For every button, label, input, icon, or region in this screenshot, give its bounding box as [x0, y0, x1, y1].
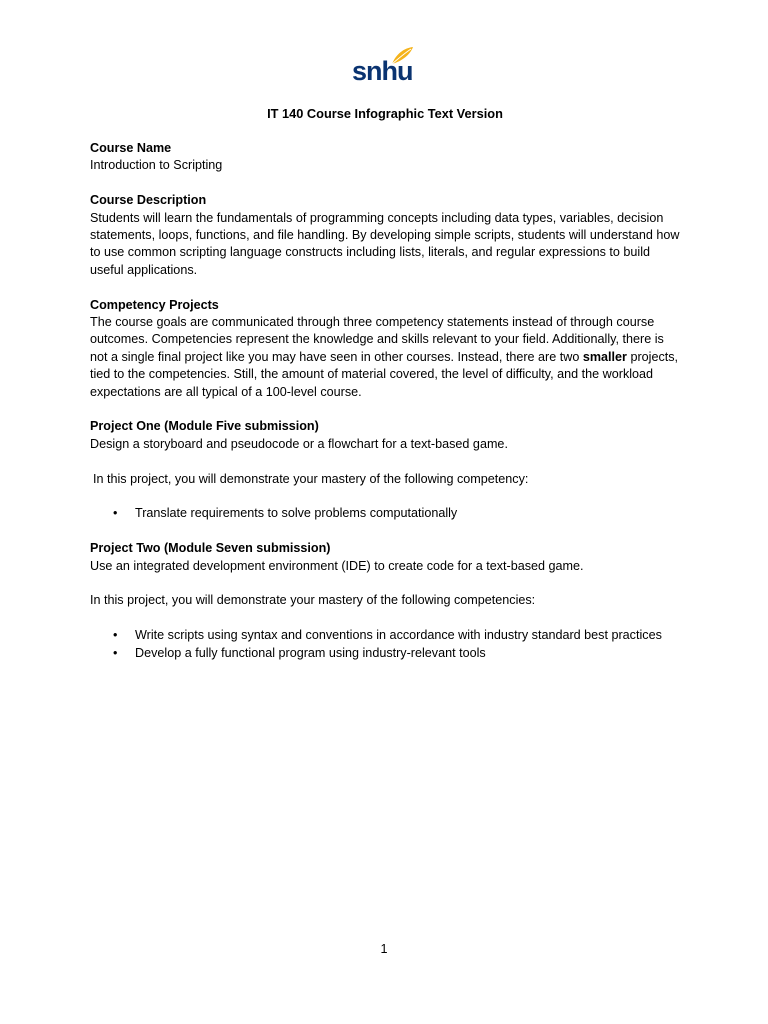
document-title: IT 140 Course Infographic Text Version [267, 106, 503, 121]
bullet-icon: • [113, 645, 118, 660]
project-one-heading: Project One (Module Five submission) [90, 419, 319, 434]
competency-projects-heading: Competency Projects [90, 297, 219, 312]
project-one-intro: In this project, you will demonstrate your mastery of the following competency: [93, 471, 529, 486]
logo-wordmark: snhu [352, 56, 413, 86]
page-number: 1 [380, 942, 388, 956]
list-item [90, 645, 680, 662]
competency-text-bold: smaller [582, 349, 627, 364]
list-item [90, 627, 680, 644]
project-two-bullet-list [90, 627, 680, 662]
snhu-logo [352, 46, 414, 90]
project-two-intro: In this project, you will demonstrate your mastery of the following competencies: [90, 593, 536, 608]
project-two-text: Use an integrated development environment (IDE) to create code for a text-based game. [90, 558, 584, 573]
course-name-text: Introduction to Scripting [90, 158, 223, 173]
bullet-text: Translate requirements to solve problems computationally [135, 506, 458, 521]
project-one-bullet-list [90, 505, 680, 522]
course-description-text: Students will learn the fundamentals of programming concepts including data types, variables, decision statements, loops, functions, and file handling. By developing simple scripts, students will understand how to use common scripting language constructs including lists, literals, and regular expressions to build useful applications. [90, 210, 680, 277]
list-item [90, 505, 680, 522]
competency-text-after: projects, tied to the competencies. Still, the amount of material covered, the level of difficulty, and the workload expectations are all typical of a 100-level course. [90, 349, 679, 399]
bullet-text: Write scripts using syntax and conventions in accordance with industry standard best practices [135, 628, 662, 643]
course-name-heading: Course Name [90, 141, 172, 155]
bullet-icon: • [113, 506, 118, 521]
course-description-heading: Course Description [90, 193, 207, 208]
project-two-heading: Project Two (Module Seven submission) [90, 541, 331, 556]
project-one-text: Design a storyboard and pseudocode or a flowchart for a text-based game. [90, 436, 508, 451]
document-body [90, 104, 680, 662]
competency-projects-text [90, 314, 680, 401]
bullet-icon: • [113, 628, 118, 643]
bullet-text: Develop a fully functional program using industry-relevant tools [135, 645, 486, 660]
competency-text-before: The course goals are communicated through three competency statements instead of through course outcomes. Competencies represent the knowledge and skills relevant to your field. Additionally, there is not a single final project like you may have seen in other courses. Instead, there are two [90, 315, 664, 364]
